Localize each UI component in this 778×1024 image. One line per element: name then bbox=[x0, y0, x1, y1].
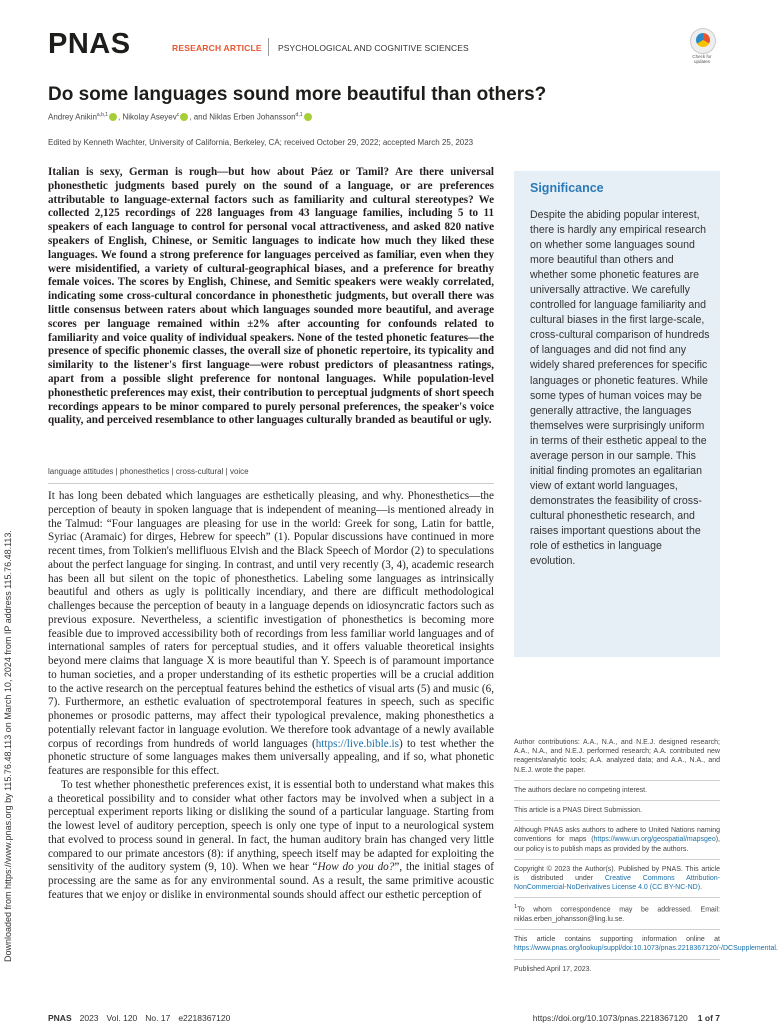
license-link[interactable]: Creative Commons Attribution-NonCommercial-NoDerivatives License 4.0 (CC BY-NC-ND) bbox=[514, 875, 720, 892]
doi-link[interactable]: https://doi.org/10.1073/pnas.2218367120 bbox=[532, 1013, 688, 1023]
supporting-info bbox=[514, 935, 778, 953]
paragraph-text: ”, the initial stages of processing are the same as for any environmental sound. As a result, the same primitive acoustic features that we enjoy or dislike in environmental sounds should affect our esthetic perception of bbox=[48, 861, 494, 901]
header-divider bbox=[268, 38, 269, 56]
quoted-phrase: How do you do? bbox=[317, 861, 395, 874]
divider bbox=[514, 929, 720, 930]
keyword-separator: | bbox=[223, 467, 230, 476]
keywords bbox=[48, 467, 249, 476]
direct-submission: This article is a PNAS Direct Submission. bbox=[514, 807, 642, 815]
divider bbox=[514, 859, 720, 860]
keyword[interactable]: cross-cultural bbox=[175, 467, 224, 476]
author-affiliation: c bbox=[176, 112, 180, 118]
footer-right bbox=[533, 1013, 720, 1023]
author-separator: , and bbox=[189, 112, 210, 122]
keyword-separator: | bbox=[113, 467, 120, 476]
keyword[interactable]: phonesthetics bbox=[119, 467, 170, 476]
footer-journal: PNAS bbox=[48, 1013, 72, 1023]
article-info bbox=[514, 738, 778, 979]
footer-eid: e2218367120 bbox=[178, 1013, 231, 1023]
editor-line: Edited by Kenneth Wachter, University of California, Berkeley, CA; received October 29, 2022; accepted March 25, 2023 bbox=[48, 138, 474, 147]
abstract: Italian is sexy, German is rough—but how about Páez or Tamil? Are there universal phonesthetic judgments based purely on the sound of a language, or are preferences attributable to language-external factors such as familiarity and cultural stereotypes? We collected 2,125 recordings of 228 languages from 43 language families, including 5 to 11 speakers of each language to control for personal vocal attractiveness, and asked 820 native speakers of English, Chinese, or Semitic languages to indicate how much they liked these languages. We found a strong preference for languages perceived as familiar, even when they were misidentified, a variety of cultural-geographical biases, and a preference for breathy female voices. The scores by English, Chinese, and Semitic speakers were weakly correlated, indicating some cross-cultural concordance in phonesthetic judgments, but overall there was little consensus between raters about which languages sounded more beautiful, and average scores per language remained within ±2% after accounting for confounds related to familiarity and voice quality of individual speakers. None of the tested phonetic features—the presence of specific phonemic classes, the overall size of phonetic repertoire, its typicality and similarity to the listener's first language—were robust predictors of pleasantness ratings, apart from a possible slight preference for nontonal languages. While population-level phonesthetic preferences may exist, their contribution to perceptual judgments of short speech recordings appears to be minor compared to purely personal preferences, the speaker's voice quality, and perceived resemblance to other languages culturally branded as beautiful or ugly. bbox=[48, 166, 494, 427]
divider bbox=[514, 800, 720, 801]
paragraph bbox=[48, 779, 494, 903]
significance-title: Significance bbox=[530, 181, 604, 195]
author-name[interactable]: Niklas Erben Johansson bbox=[209, 112, 296, 122]
orcid-icon[interactable] bbox=[109, 113, 117, 121]
check-for-updates-badge[interactable] bbox=[684, 28, 720, 68]
keyword[interactable]: language attitudes bbox=[48, 467, 114, 476]
article-title: Do some languages sound more beautiful than others? bbox=[48, 84, 547, 105]
footer-year: 2023 bbox=[79, 1013, 99, 1023]
maps-note bbox=[514, 826, 720, 854]
article-category[interactable]: PSYCHOLOGICAL AND COGNITIVE SCIENCES bbox=[278, 43, 469, 53]
author-contributions: Author contributions: A.A., N.A., and N.E.J. designed research; A.A., N.A., and N.E.J. performed research; A.A. contributed new reagents/analytic tools; A.A. analyzed data; and A.A., N.A., and N.E.J. wrote the paper. bbox=[514, 739, 720, 774]
note-text: ), our policy is to publish maps as provided by the authors. bbox=[514, 836, 720, 853]
correspondence bbox=[514, 903, 720, 924]
note-text: This article contains supporting information online at bbox=[514, 936, 720, 944]
check-updates-label: Check for updates bbox=[692, 54, 712, 64]
divider bbox=[514, 780, 720, 781]
footer-issue: No. 17 bbox=[145, 1013, 171, 1023]
divider bbox=[48, 483, 494, 484]
page-number: 1 of 7 bbox=[697, 1013, 720, 1023]
note-text: . bbox=[700, 884, 703, 892]
author-name[interactable]: Nikolay Aseyev bbox=[122, 112, 177, 122]
supplement-link[interactable]: https://www.pnas.org/lookup/suppl/doi:10.1073/pnas.2218367120/-/DCSupplemental bbox=[514, 945, 776, 953]
orcid-icon[interactable] bbox=[180, 113, 188, 121]
significance-text: Despite the abiding popular interest, there is hardly any empirical research on whether some languages sound more beautiful than others and whether some phonetic features are universally attractive. We carefully controlled for language familiarity and cultural biases in the first large-scale, cross-cultural comparison of hundreds of languages and did not find any widely shared preferences for specific languages or phonetic features. While some types of human voices may be generally attractive, the languages themselves were surprisingly uniform in terms of their esthetic appeal to the average person in our sample. This initial finding promotes an egalitarian view of extant world languages, demonstrates the feasibility of cross-cultural phonesthetic research, and raises important questions about the role of esthetics in language evolution. bbox=[530, 209, 710, 568]
keyword[interactable]: voice bbox=[229, 467, 249, 476]
pnas-logo[interactable]: PNAS bbox=[48, 28, 131, 60]
note-text: Copyright © 2023 the Author(s). Published by PNAS. This article is distributed under bbox=[514, 865, 720, 883]
note-text: Although PNAS asks authors to adhere to United Nations naming conventions for maps ( bbox=[514, 827, 720, 844]
paragraph-text: It has long been debated which languages are esthetically pleasing, and why. Phonesthetics—the perception of beauty in spoken language that is independent of meaning—is mentioned already in the Talmud: “Four languages are pleasing for use in the world: Greek for song, Latin for battle, Syriac (Aramaic) for dirges, Hebrew for speech” (1). Popular discussions have continued in more recent times, from Tolkien's mellifluous Elvish and the Black Speech of Mordor (2) to speculations about the perfect language for singing. In contrast, and until very recently (3, 4), academic research has been all but silent on the topic of phonesthetics. Labeling some languages as intrinsically beautiful and others as ugly is politically incendiary, and there are difficult methodological challenges because the perception of beauty in a language depends on idiosyncratic factors such as previous exposure. Nevertheless, a scientific investigation of phonesthetics is becoming more feasible due to improved accessibility both of recordings from less familiar world languages and of international samples of raters for perceptual studies, and it offers valuable theoretical insights beyond mere claims that language X is more beautiful than Y. Speech is of paramount importance to human societies, and a proper understanding of its esthetic properties will be a crucial addition to the active research on the perceptual features behind the esthetics of visual arts (5) and music (6, 7). Furthermore, an esthetic evaluation of spectrotemporal features in speech, such as specific phonemes or prosodic patterns, may affect their typological prevalence, making phonesthetics a potentially relevant factor in language evolution. We therefore took advantage of a newly available corpus of recordings from hundreds of world languages ( bbox=[48, 490, 494, 750]
paragraph bbox=[48, 490, 494, 779]
divider bbox=[514, 897, 720, 898]
divider bbox=[514, 820, 720, 821]
article-type: RESEARCH ARTICLE bbox=[172, 43, 262, 53]
author-affiliation: d,1 bbox=[295, 112, 303, 118]
author-affiliation: a,b,1 bbox=[96, 112, 109, 118]
footnote-mark: 1 bbox=[514, 904, 518, 911]
published-date: Published April 17, 2023. bbox=[514, 965, 592, 973]
bible-is-link[interactable]: https://live.bible.is bbox=[315, 737, 399, 750]
author-name[interactable]: Andrey Anikin bbox=[48, 112, 97, 122]
note-text: To whom correspondence may be addressed. Email: niklas.erben_johansson@ling.lu.se. bbox=[514, 906, 720, 923]
orcid-icon[interactable] bbox=[304, 113, 312, 121]
copyright bbox=[514, 865, 720, 893]
un-maps-link[interactable]: https://www.un.org/geospatial/mapsgeo bbox=[593, 836, 716, 844]
significance-box bbox=[514, 171, 720, 657]
paragraph-text: To test whether phonesthetic preferences exist, it is essential both to understand what makes this a theoretical possibility and to consider what other factors may be involved when a subject in a perceptual experiment reports liking or disliking the sound of a particular language. Starting from the lowest level of auditory perception, speech is only one type of input to a neurological system that evolved to process sound in general. In fact, the human auditory brain has changed very little compared to our primate ancestors (8): if anything, speech itself may be adapted for exploiting the sensitivity of the auditory system (9, 10). When we hear “ bbox=[48, 778, 494, 874]
paragraph-text: ) to test whether the phonetic structure of some languages makes them universally appealing, and if so, what phonetic features are responsible for this effect. bbox=[48, 737, 494, 777]
footer-citation bbox=[48, 1013, 230, 1023]
body-text bbox=[48, 490, 494, 903]
footer-volume: Vol. 120 bbox=[106, 1013, 138, 1023]
author-list: Andrey Anikin$^{a,b,1}$ , Nikolay Aseyev$^c$ , and Niklas Erben Johansson$^{d,1}$ bbox=[48, 112, 313, 122]
keyword-separator: | bbox=[169, 467, 176, 476]
competing-interest: The authors declare no competing interest. bbox=[514, 786, 648, 794]
check-updates-icon bbox=[690, 28, 716, 54]
download-watermark: Downloaded from https://www.pnas.org by 115.76.48.113 on March 10, 2024 from IP address 115.76.48.113. bbox=[3, 530, 13, 962]
note-text: . bbox=[775, 945, 778, 953]
divider bbox=[514, 959, 720, 960]
